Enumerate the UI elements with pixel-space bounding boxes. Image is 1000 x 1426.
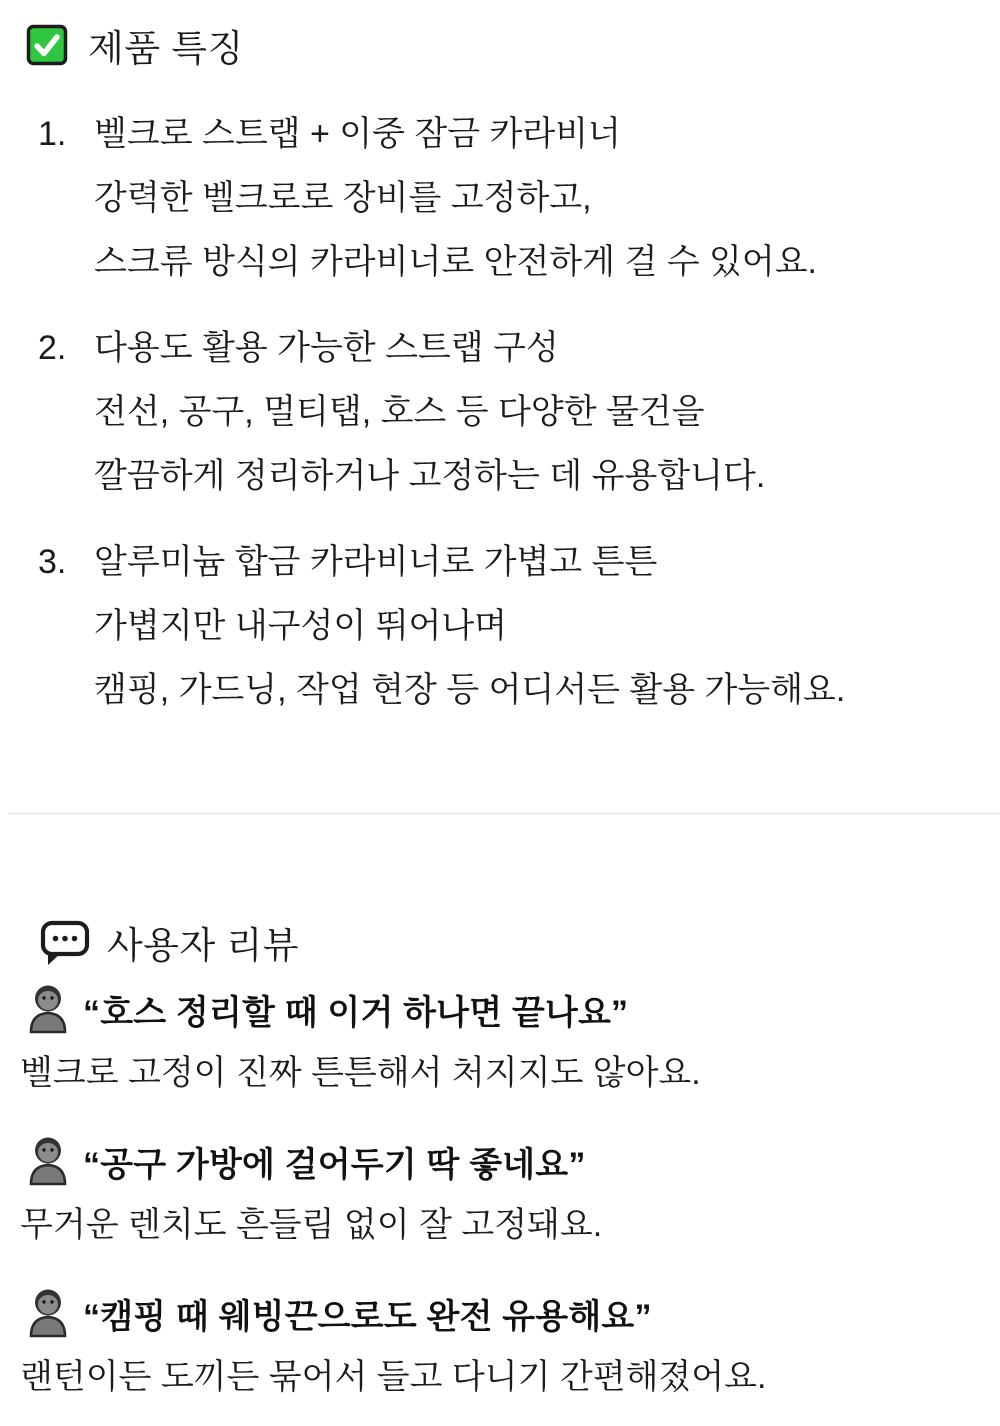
- feature-item-line: 캠핑, 가드닝, 작업 현장 등 어디서든 활용 가능해요.: [94, 671, 846, 709]
- review-quote-row: [20, 1133, 1000, 1189]
- green-checkbox-icon: [26, 24, 68, 66]
- feature-item: [0, 316, 1000, 508]
- product-features-section: [0, 22, 1000, 722]
- person-icon: [26, 984, 70, 1034]
- review-quote-text: “공구 가방에 걸어두기 딱 좋네요”: [83, 1145, 586, 1184]
- feature-item-lines: [94, 530, 1000, 722]
- feature-item-line: 가볍지만 내구성이 뛰어나며: [94, 607, 508, 645]
- features-section-header: [26, 22, 1000, 68]
- user-reviews-section: [0, 917, 1000, 1405]
- reviews-section-title: 사용자 리뷰: [107, 925, 299, 966]
- review-list: [20, 981, 1000, 1405]
- feature-item-lines: [94, 102, 1000, 294]
- feature-item-line: 다용도 활용 가능한 스트랩 구성: [94, 329, 559, 367]
- feature-item-line: 전선, 공구, 멀티탭, 호스 등 다양한 물건을: [94, 393, 705, 431]
- review-quote-row: [20, 981, 1000, 1037]
- feature-item: [0, 102, 1000, 294]
- feature-item-line: 알루미늄 합금 카라비너로 가볍고 튼튼: [94, 543, 658, 581]
- review-quote-text: “캠핑 때 웨빙끈으로도 완전 유용해요”: [83, 1297, 652, 1336]
- speech-bubble-icon: [40, 920, 90, 968]
- review-body-text: 무거운 렌치도 흔들림 없이 잘 고정돼요.: [20, 1206, 603, 1244]
- feature-item: [0, 530, 1000, 722]
- review-body-text: 랜턴이든 도끼든 묶어서 들고 다니기 간편해졌어요.: [20, 1358, 767, 1396]
- feature-item-lines: [94, 316, 1000, 508]
- feature-item-number: 3.: [38, 543, 67, 581]
- feature-item-line: 스크류 방식의 카라비너로 안전하게 걸 수 있어요.: [94, 243, 818, 281]
- reviews-section-header: [40, 917, 1000, 967]
- features-section-title: 제품 특징: [88, 28, 244, 69]
- feature-item-line: 강력한 벨크로로 장비를 고정하고,: [94, 179, 592, 217]
- review-item: [20, 1285, 1000, 1405]
- review-body-text: 벨크로 고정이 진짜 튼튼해서 처지지도 않아요.: [20, 1054, 701, 1092]
- review-item: [20, 981, 1000, 1101]
- review-quote-text: “호스 정리할 때 이거 하나면 끝나요”: [83, 993, 629, 1032]
- feature-item-number: 2.: [38, 329, 67, 367]
- review-quote-row: [20, 1285, 1000, 1341]
- person-icon: [26, 1136, 70, 1186]
- person-icon: [26, 1288, 70, 1338]
- product-detail-page: [0, 22, 1000, 1426]
- feature-item-line: 벨크로 스트랩 + 이중 잠금 카라비너: [94, 115, 621, 153]
- feature-item-number: 1.: [38, 115, 67, 153]
- feature-item-line: 깔끔하게 정리하거나 고정하는 데 유용합니다.: [94, 457, 766, 495]
- review-item: [20, 1133, 1000, 1253]
- features-list: [0, 102, 1000, 722]
- section-divider: [8, 812, 1000, 815]
